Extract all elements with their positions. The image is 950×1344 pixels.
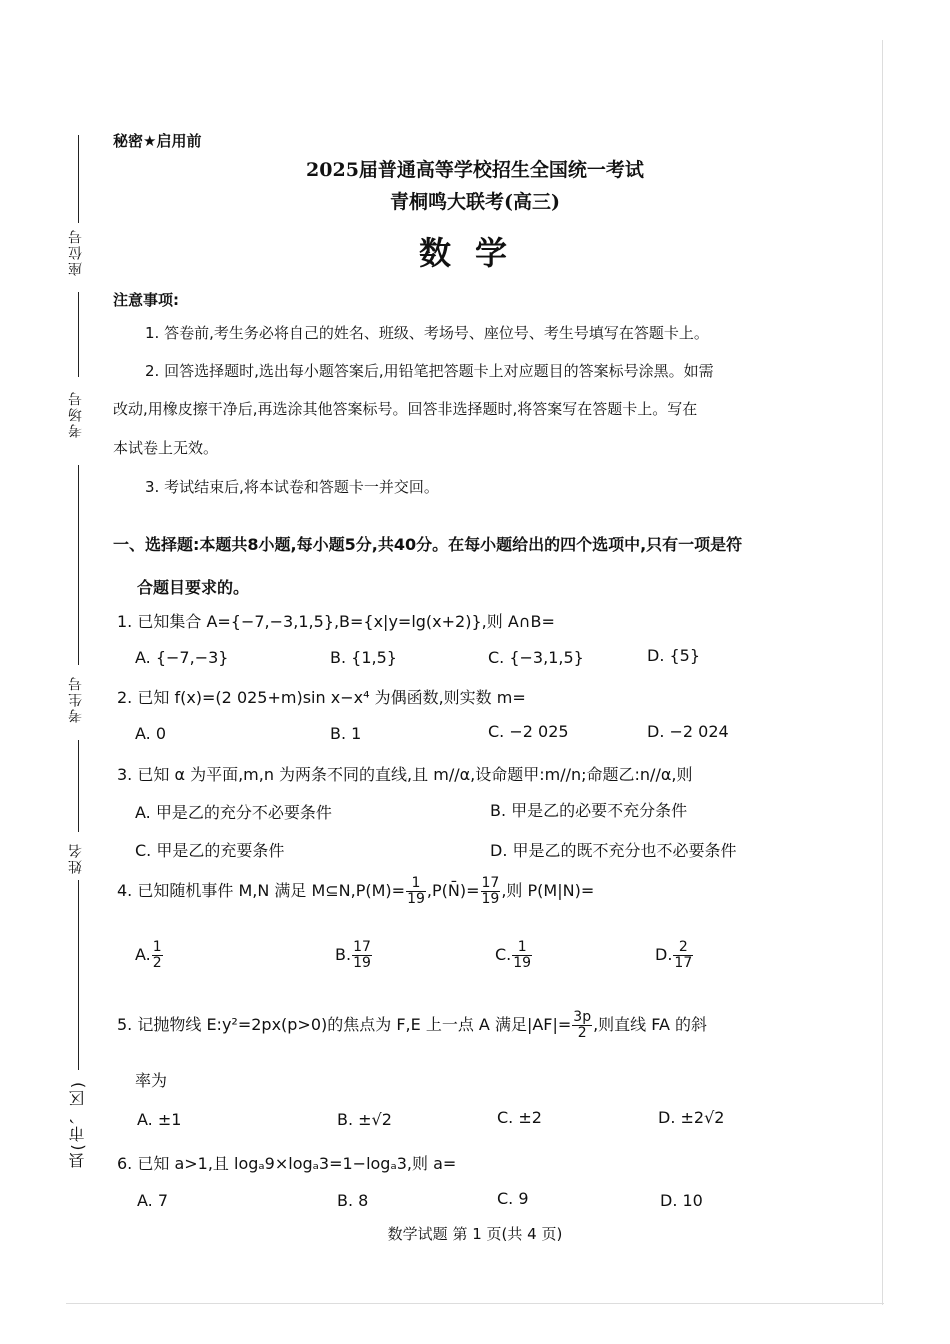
question-1-stem: 1. 已知集合 A={−7,−3,1,5},B={x|y=lg(x+2)},则 A∩B= xyxy=(117,612,555,631)
question-4-option-c xyxy=(495,940,533,971)
question-6-option-d: D. 10 xyxy=(660,1191,703,1210)
notice-item-2-line-3: 本试卷上无效。 xyxy=(113,439,219,457)
fraction-denominator: 19 xyxy=(407,891,425,907)
fraction-numerator: 2 xyxy=(673,940,693,956)
notice-item-3: 3. 考试结束后,将本试卷和答题卡一并交回。 xyxy=(145,478,439,496)
question-4-stem-part-2: ,P(N̄)= xyxy=(426,881,480,900)
fraction-numerator: 1 xyxy=(152,939,162,955)
option-fraction xyxy=(352,940,372,971)
question-2-option-a: A. 0 xyxy=(135,724,167,743)
notice-heading: 注意事项: xyxy=(113,291,179,309)
fraction-denominator: 19 xyxy=(481,891,500,907)
question-3-option-d: D. 甲是乙的既不充分也不必要条件 xyxy=(490,841,737,860)
binding-line-5 xyxy=(78,880,79,1070)
fraction-denominator: 2 xyxy=(152,955,162,971)
question-2-option-c: C. −2 025 xyxy=(488,722,569,741)
page-edge-bottom xyxy=(66,1303,884,1304)
question-5-option-b: B. ±√2 xyxy=(337,1110,392,1129)
fraction-numerator: 1 xyxy=(406,876,426,892)
question-1-option-b: B. {1,5} xyxy=(330,648,397,667)
room-label: 考场号 xyxy=(68,390,84,438)
option-fraction xyxy=(673,940,693,971)
fraction-numerator: 3p xyxy=(573,1009,592,1025)
question-2-option-b: B. 1 xyxy=(330,724,362,743)
question-5-stem-part-1: 5. 记抛物线 E:y²=2px(p>0)的焦点为 F,E 上一点 A 满足|AF|= xyxy=(117,1015,572,1034)
question-5-stem xyxy=(117,1010,707,1041)
binding-line-2 xyxy=(78,292,79,377)
question-4-stem-part-1: 4. 已知随机事件 M,N 满足 M⊆N,P(M)= xyxy=(117,881,406,900)
question-4-fraction-pnbar xyxy=(481,876,501,907)
binding-line-3 xyxy=(78,465,79,665)
question-5-fraction xyxy=(572,1010,592,1041)
fraction-numerator: 17 xyxy=(481,875,500,891)
question-1-option-a: A. {−7,−3} xyxy=(135,648,229,667)
question-5-stem-line-2: 率为 xyxy=(135,1071,168,1090)
question-4-option-d xyxy=(655,940,694,971)
question-5-stem-part-2: ,则直线 FA 的斜 xyxy=(593,1015,708,1034)
student-no-label: 考生号 xyxy=(68,675,84,723)
question-4-option-b xyxy=(335,940,373,971)
page-footer: 数学试题 第 1 页(共 4 页) xyxy=(387,1225,563,1243)
fraction-numerator: 17 xyxy=(353,939,371,955)
option-fraction xyxy=(512,940,532,971)
question-5-option-d: D. ±2√2 xyxy=(658,1108,725,1127)
notice-item-2-line-1: 2. 回答选择题时,选出每小题答案后,用铅笔把答题卡上对应题目的答案标号涂黑。如需 xyxy=(145,362,714,380)
question-6-option-a: A. 7 xyxy=(137,1191,169,1210)
fraction-denominator: 2 xyxy=(577,1025,587,1041)
option-label: C. xyxy=(495,945,512,964)
secret-mark: 秘密★启用前 xyxy=(113,132,202,150)
question-4-stem xyxy=(117,876,594,907)
notice-item-2-line-2: 改动,用橡皮擦干净后,再选涂其他答案标号。回答非选择题时,将答案写在答题卡上。写在 xyxy=(113,400,698,418)
fraction-denominator: 19 xyxy=(353,955,371,971)
option-label: B. xyxy=(335,945,352,964)
county-label: 县(市、区) xyxy=(68,1080,87,1169)
section-1-heading: 一、选择题:本题共8小题,每小题5分,共40分。在每小题给出的四个选项中,只有一项是符 xyxy=(113,535,743,554)
seat-label: 座位号 xyxy=(68,228,84,276)
name-label: 姓名 xyxy=(68,842,84,874)
question-1-option-c: C. {−3,1,5} xyxy=(488,648,584,667)
question-3-option-b: B. 甲是乙的必要不充分条件 xyxy=(490,801,688,820)
question-4-option-a xyxy=(135,940,164,971)
question-6-stem: 6. 已知 a>1,且 logₐ9×logₐ3=1−logₐ3,则 a= xyxy=(117,1154,457,1173)
option-fraction xyxy=(152,940,163,971)
question-2-option-d: D. −2 024 xyxy=(647,722,729,741)
fraction-denominator: 17 xyxy=(674,955,693,971)
subject-title: 数学 xyxy=(418,234,531,272)
section-1-heading-cont: 合题目要求的。 xyxy=(137,578,250,597)
question-5-option-a: A. ±1 xyxy=(137,1110,182,1129)
fraction-denominator: 19 xyxy=(513,955,532,971)
fraction-numerator: 1 xyxy=(512,940,532,956)
question-5-option-c: C. ±2 xyxy=(497,1108,542,1127)
option-label: A. xyxy=(135,945,151,964)
question-4-stem-part-3: ,则 P(M|N)= xyxy=(501,881,595,900)
question-2-stem: 2. 已知 f(x)=(2 025+m)sin x−x⁴ 为偶函数,则实数 m= xyxy=(117,688,526,707)
question-1-option-d: D. {5} xyxy=(647,646,701,665)
option-label: D. xyxy=(655,945,673,964)
question-3-stem: 3. 已知 α 为平面,m,n 为两条不同的直线,且 m//α,设命题甲:m//n;命题乙:n//α,则 xyxy=(117,765,693,784)
exam-title: 2025届普通高等学校招生全国统一考试 xyxy=(306,159,644,181)
exam-subtitle: 青桐鸣大联考(高三) xyxy=(390,191,560,213)
question-4-fraction-pm xyxy=(406,876,426,907)
binding-line-4 xyxy=(78,740,79,832)
question-3-option-c: C. 甲是乙的充要条件 xyxy=(135,841,285,860)
question-3-option-a: A. 甲是乙的充分不必要条件 xyxy=(135,803,332,822)
notice-item-1: 1. 答卷前,考生务必将自己的姓名、班级、考场号、座位号、考生号填写在答题卡上。 xyxy=(145,324,709,342)
question-6-option-b: B. 8 xyxy=(337,1191,369,1210)
question-6-option-c: C. 9 xyxy=(497,1189,529,1208)
